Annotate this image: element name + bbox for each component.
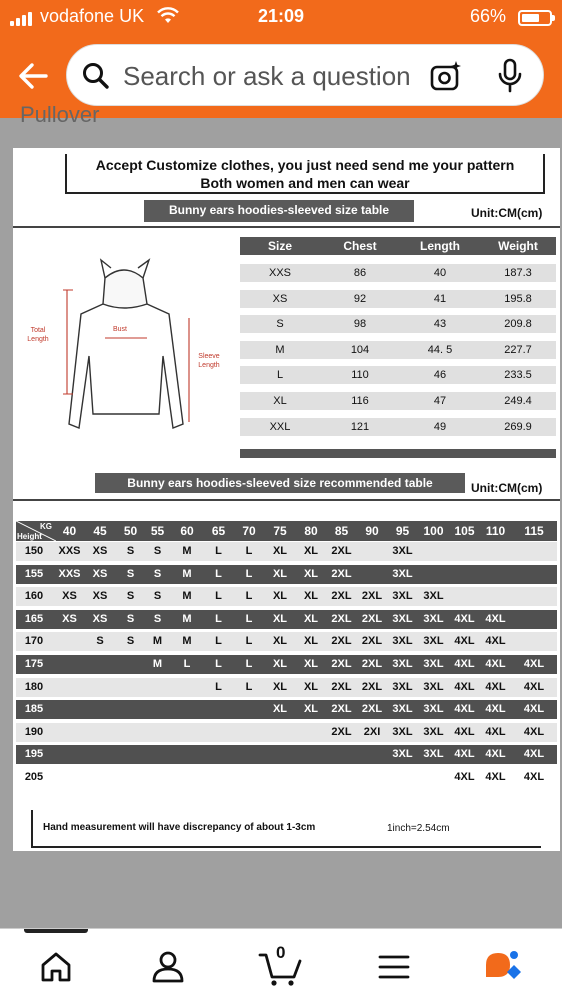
recommend-size-cell: S: [153, 590, 162, 603]
recommended-table-title: Bunny ears hoodies-sleeved size recommended table: [95, 473, 465, 493]
recommend-size-cell: 2XL: [331, 725, 352, 738]
recommend-size-cell: XL: [303, 703, 319, 716]
height-cell: 205: [24, 771, 44, 783]
recommend-size-cell: 3XL: [423, 658, 444, 670]
recommend-size-cell: XS: [92, 612, 108, 625]
recommend-size-cell: M: [182, 612, 192, 625]
size-table-row: [240, 264, 556, 282]
label-sleeve-length: Sleeve Length: [198, 353, 220, 369]
weight-header-cell: 105: [454, 524, 475, 538]
signal-icon: [10, 10, 36, 26]
size-col-header: Chest: [343, 239, 377, 253]
recommend-size-cell: L: [245, 545, 253, 557]
customize-notice: [65, 154, 545, 194]
recommend-size-cell: XL: [272, 703, 288, 716]
height-cell: 180: [24, 680, 44, 693]
size-table-row: [240, 315, 556, 333]
recommend-size-cell: 3XL: [392, 658, 413, 670]
recommend-size-cell: XXS: [58, 545, 81, 557]
recommend-size-cell: S: [126, 612, 135, 625]
recommend-size-cell: 3XL: [392, 635, 413, 648]
recommend-row: [16, 723, 557, 742]
battery-percent: 66%: [470, 6, 507, 26]
recommend-size-cell: L: [215, 545, 222, 557]
recommend-size-cell: 4XL: [485, 748, 506, 761]
recommend-size-cell: XS: [92, 590, 108, 603]
size-table-cell: 86: [353, 267, 367, 279]
recommend-row: [16, 678, 557, 697]
height-label: Height: [17, 532, 42, 541]
clock: 21:09: [258, 6, 305, 26]
weight-header-cell: 100: [423, 524, 444, 538]
recommend-size-cell: 4XL: [485, 680, 506, 693]
microphone-icon[interactable]: [497, 58, 523, 94]
recommend-size-cell: 3XL: [423, 748, 444, 761]
size-table-row: [240, 290, 556, 308]
wifi-icon: [156, 7, 180, 25]
height-cell: 155: [24, 567, 44, 580]
recommend-size-cell: 2XL: [331, 590, 352, 603]
recommend-size-cell: L: [245, 680, 253, 693]
recommend-size-cell: XL: [272, 680, 288, 693]
kg-height-corner: [16, 521, 56, 541]
notice-line-2: Both women and men can wear: [200, 175, 410, 191]
size-table-cell: XXS: [268, 267, 291, 279]
recommend-row: [16, 768, 557, 787]
weight-header-cell: 60: [180, 524, 194, 538]
menu-icon[interactable]: [374, 947, 414, 987]
size-table-cell: 44. 5: [427, 343, 453, 356]
recommend-size-cell: 2XL: [361, 680, 383, 693]
recommend-size-cell: 3XL: [423, 612, 444, 625]
size-table-cell: 40: [433, 267, 447, 279]
recommend-size-cell: XL: [303, 567, 319, 580]
recommend-size-cell: 4XL: [523, 748, 545, 761]
recommend-size-cell: S: [126, 545, 135, 557]
recommend-size-cell: 4XL: [523, 658, 545, 670]
recommend-size-cell: 4XL: [523, 771, 545, 783]
back-arrow-icon[interactable]: [14, 56, 54, 96]
size-table-cell: 187.3: [504, 267, 532, 279]
size-table-cell: 227.7: [504, 343, 532, 356]
weight-header-cell: 95: [395, 524, 410, 538]
recommend-size-cell: XL: [272, 545, 288, 557]
recommend-size-cell: L: [245, 567, 253, 580]
divider: [13, 499, 560, 501]
measurement-note: [31, 810, 541, 848]
recommend-size-cell: M: [152, 658, 163, 670]
size-table-row: [240, 392, 556, 410]
weight-header-cell: 45: [93, 524, 107, 538]
recommend-row: [16, 655, 557, 674]
weight-header-cell: 65: [211, 524, 226, 538]
size-table-cell: 110: [351, 369, 369, 382]
weight-header-cell: 55: [150, 524, 165, 538]
recommend-size-cell: 4XL: [454, 771, 475, 783]
size-table-cell: M: [275, 343, 285, 356]
recommend-size-cell: 4XL: [454, 703, 475, 716]
recommend-size-cell: XL: [272, 658, 288, 670]
size-col-header: Length: [420, 239, 460, 253]
recommend-size-cell: 4XL: [485, 771, 506, 783]
recommend-size-cell: L: [245, 612, 253, 625]
account-icon[interactable]: [148, 947, 188, 987]
size-table-cell: S: [276, 318, 284, 331]
recommend-size-cell: 3XL: [392, 703, 413, 716]
size-table-cell: 46: [433, 369, 447, 382]
recommend-size-cell: S: [126, 635, 135, 648]
weight-header-cell: 70: [242, 524, 256, 538]
recommend-size-cell: 2XL: [361, 635, 383, 648]
search-placeholder: Search or ask a question: [123, 61, 411, 91]
search-icon: [81, 61, 111, 91]
recommend-row: [16, 632, 557, 651]
weight-header-cell: 40: [62, 524, 77, 538]
size-table-title: Bunny ears hoodies-sleeved size table: [144, 200, 414, 222]
recommend-size-cell: S: [126, 590, 135, 603]
weight-header-cell: 115: [524, 524, 544, 538]
recommend-size-cell: L: [215, 612, 222, 625]
recommend-size-cell: L: [245, 658, 253, 670]
size-table-header: [240, 237, 556, 255]
recommend-size-cell: XS: [92, 567, 108, 580]
recommend-size-cell: 2XI: [363, 725, 381, 738]
recommend-size-cell: L: [215, 567, 222, 580]
recommend-row: [16, 587, 557, 606]
recommend-size-cell: L: [245, 635, 253, 648]
bottom-navigation: [0, 928, 562, 1000]
recommend-size-cell: S: [153, 612, 162, 625]
size-table-cell: 43: [433, 318, 447, 331]
recommend-size-cell: XL: [272, 612, 288, 625]
rufus-icon[interactable]: [484, 947, 526, 987]
recommend-size-cell: 2XL: [361, 703, 383, 716]
weight-header-cell: 90: [365, 524, 379, 538]
recommend-size-cell: 4XL: [454, 725, 475, 738]
recommend-size-cell: 3XL: [392, 748, 413, 761]
recommend-size-cell: XL: [272, 590, 288, 603]
size-col-header: Weight: [498, 239, 538, 253]
size-table-cell: XXL: [269, 420, 291, 433]
size-table-cell: XL: [273, 395, 287, 407]
size-table-cell: 47: [433, 395, 447, 407]
recommend-size-cell: XL: [303, 545, 319, 557]
home-icon[interactable]: [36, 947, 76, 987]
recommend-size-cell: XL: [272, 567, 288, 580]
recommend-size-cell: 2XL: [361, 658, 383, 670]
hoodie-diagram: [23, 256, 237, 440]
height-cell: 160: [24, 590, 44, 603]
recommend-size-cell: L: [215, 658, 222, 670]
recommended-unit-label: Unit:CM(cm): [471, 481, 543, 495]
recommend-size-cell: XL: [303, 680, 319, 693]
recommend-size-cell: L: [215, 680, 222, 693]
recommend-size-cell: 3XL: [392, 680, 413, 693]
recommend-size-cell: 4XL: [454, 635, 475, 648]
recommend-size-cell: 3XL: [423, 680, 444, 693]
recommend-size-cell: 4XL: [485, 703, 506, 716]
inch-conversion: 1inch=2.54cm: [387, 823, 450, 834]
recommend-size-cell: 4XL: [523, 725, 545, 738]
size-table-cell: 104: [350, 343, 370, 356]
recommend-size-cell: XS: [62, 612, 77, 625]
height-cell: 150: [24, 545, 44, 557]
recommend-size-cell: XL: [303, 658, 319, 670]
notice-line-1: Accept Customize clothes, you just need send me your pattern: [95, 157, 515, 173]
recommend-size-cell: 2XL: [361, 590, 383, 603]
recommend-size-cell: 4XL: [454, 612, 475, 625]
recommend-row: [16, 565, 557, 584]
height-cell: 190: [24, 725, 44, 738]
recommend-size-cell: XL: [303, 635, 319, 648]
weight-header-cell: 80: [304, 524, 318, 538]
search-input[interactable]: [66, 44, 544, 106]
weight-header-cell: 50: [123, 524, 138, 538]
recommend-size-cell: 2XL: [331, 635, 352, 648]
size-table-bottom: [240, 449, 556, 458]
size-table-cell: 116: [351, 395, 369, 407]
recommend-size-cell: 4XL: [485, 658, 506, 670]
size-table-row: [240, 341, 556, 359]
size-table-cell: 41: [433, 292, 447, 305]
battery-icon: [518, 10, 552, 26]
unit-label: Unit:CM(cm): [471, 206, 543, 220]
size-table-row: [240, 366, 556, 384]
recommend-size-cell: 4XL: [485, 725, 506, 738]
recommend-size-cell: 4XL: [454, 680, 475, 693]
recommend-size-cell: 3XL: [423, 635, 444, 648]
recommend-size-cell: 2XL: [331, 567, 352, 580]
height-cell: 195: [24, 748, 44, 761]
recommend-size-cell: XL: [303, 612, 319, 625]
product-title-peek: Pullover: [20, 102, 100, 127]
recommend-size-cell: 4XL: [454, 658, 475, 670]
recommend-size-cell: 2XL: [361, 612, 383, 625]
size-table-row: [240, 418, 556, 436]
cart-count: 0: [276, 943, 286, 962]
recommend-size-cell: L: [245, 590, 253, 603]
size-table-cell: 249.4: [504, 395, 532, 407]
status-bar: [0, 4, 562, 28]
recommend-size-cell: L: [183, 658, 191, 670]
top-bar: [0, 0, 562, 118]
camera-search-icon[interactable]: [429, 59, 463, 93]
recommend-row: [16, 610, 557, 629]
recommend-row: [16, 745, 557, 764]
size-table-cell: 195.8: [504, 292, 532, 305]
label-bust: Bust: [113, 326, 128, 333]
height-cell: 185: [24, 703, 44, 716]
recommend-size-cell: 3XL: [423, 590, 444, 603]
height-cell: 165: [24, 612, 44, 625]
size-table-cell: 269.9: [504, 420, 532, 433]
height-cell: 170: [24, 635, 44, 648]
height-cell: 175: [24, 658, 44, 670]
recommend-size-cell: 4XL: [485, 612, 506, 625]
size-table-cell: 98: [353, 318, 367, 331]
recommend-size-cell: M: [182, 590, 192, 603]
active-tab-indicator: [24, 929, 88, 933]
size-table-cell: 209.8: [504, 318, 532, 331]
recommend-size-cell: 2XL: [331, 612, 352, 625]
size-col-header: Size: [267, 239, 292, 253]
recommend-size-cell: S: [153, 567, 162, 580]
recommend-size-cell: XXS: [58, 567, 81, 580]
divider: [13, 226, 560, 228]
recommend-size-cell: 3XL: [392, 612, 413, 625]
recommend-size-cell: 3XL: [392, 725, 413, 738]
weight-header-cell: 110: [485, 524, 506, 538]
recommend-row: [16, 700, 557, 719]
size-table-cell: 233.5: [504, 369, 532, 382]
recommend-size-cell: XS: [92, 545, 108, 557]
product-image[interactable]: [13, 148, 560, 851]
recommend-size-cell: 2XL: [331, 680, 352, 693]
recommend-size-cell: 3XL: [392, 567, 413, 580]
recommend-size-cell: S: [126, 567, 135, 580]
recommend-size-cell: L: [215, 590, 222, 603]
weight-header-cell: 85: [334, 524, 349, 538]
recommend-size-cell: XL: [303, 590, 319, 603]
recommend-size-cell: M: [182, 635, 192, 648]
recommend-size-cell: 3XL: [392, 590, 413, 603]
recommend-size-cell: 4XL: [454, 748, 475, 761]
recommend-size-cell: M: [182, 567, 192, 580]
recommend-size-cell: 3XL: [423, 725, 444, 738]
recommend-size-cell: 2XL: [331, 545, 352, 557]
recommend-size-cell: S: [96, 635, 104, 648]
recommend-size-cell: 2XL: [331, 658, 352, 670]
recommend-size-cell: 4XL: [523, 680, 545, 693]
size-table-cell: XS: [272, 292, 288, 305]
kg-label: KG: [40, 522, 52, 531]
recommend-size-cell: XL: [272, 635, 288, 648]
recommend-size-cell: M: [152, 635, 163, 648]
recommend-size-cell: 3XL: [392, 545, 413, 557]
recommend-size-cell: 4XL: [523, 703, 545, 716]
recommend-size-cell: S: [153, 545, 162, 557]
size-table-cell: 92: [353, 292, 367, 305]
recommend-size-cell: L: [215, 635, 222, 648]
carrier-name: vodafone UK: [40, 6, 145, 26]
recommend-size-cell: XS: [62, 590, 77, 603]
recommend-size-cell: 2XL: [331, 703, 352, 716]
weight-header-cell: 75: [273, 524, 287, 538]
size-table-cell: 121: [350, 420, 370, 433]
recommend-size-cell: 4XL: [485, 635, 506, 648]
discrepancy-note: Hand measurement will have discrepancy of about 1-3cm: [43, 822, 316, 833]
recommend-size-cell: 3XL: [423, 703, 444, 716]
weight-header-row: [16, 521, 557, 541]
size-table-cell: L: [276, 369, 284, 382]
label-total-length: Total Length: [27, 327, 49, 343]
recommend-size-cell: M: [182, 545, 192, 557]
size-table-cell: 49: [433, 420, 447, 433]
recommend-row: [16, 542, 557, 561]
